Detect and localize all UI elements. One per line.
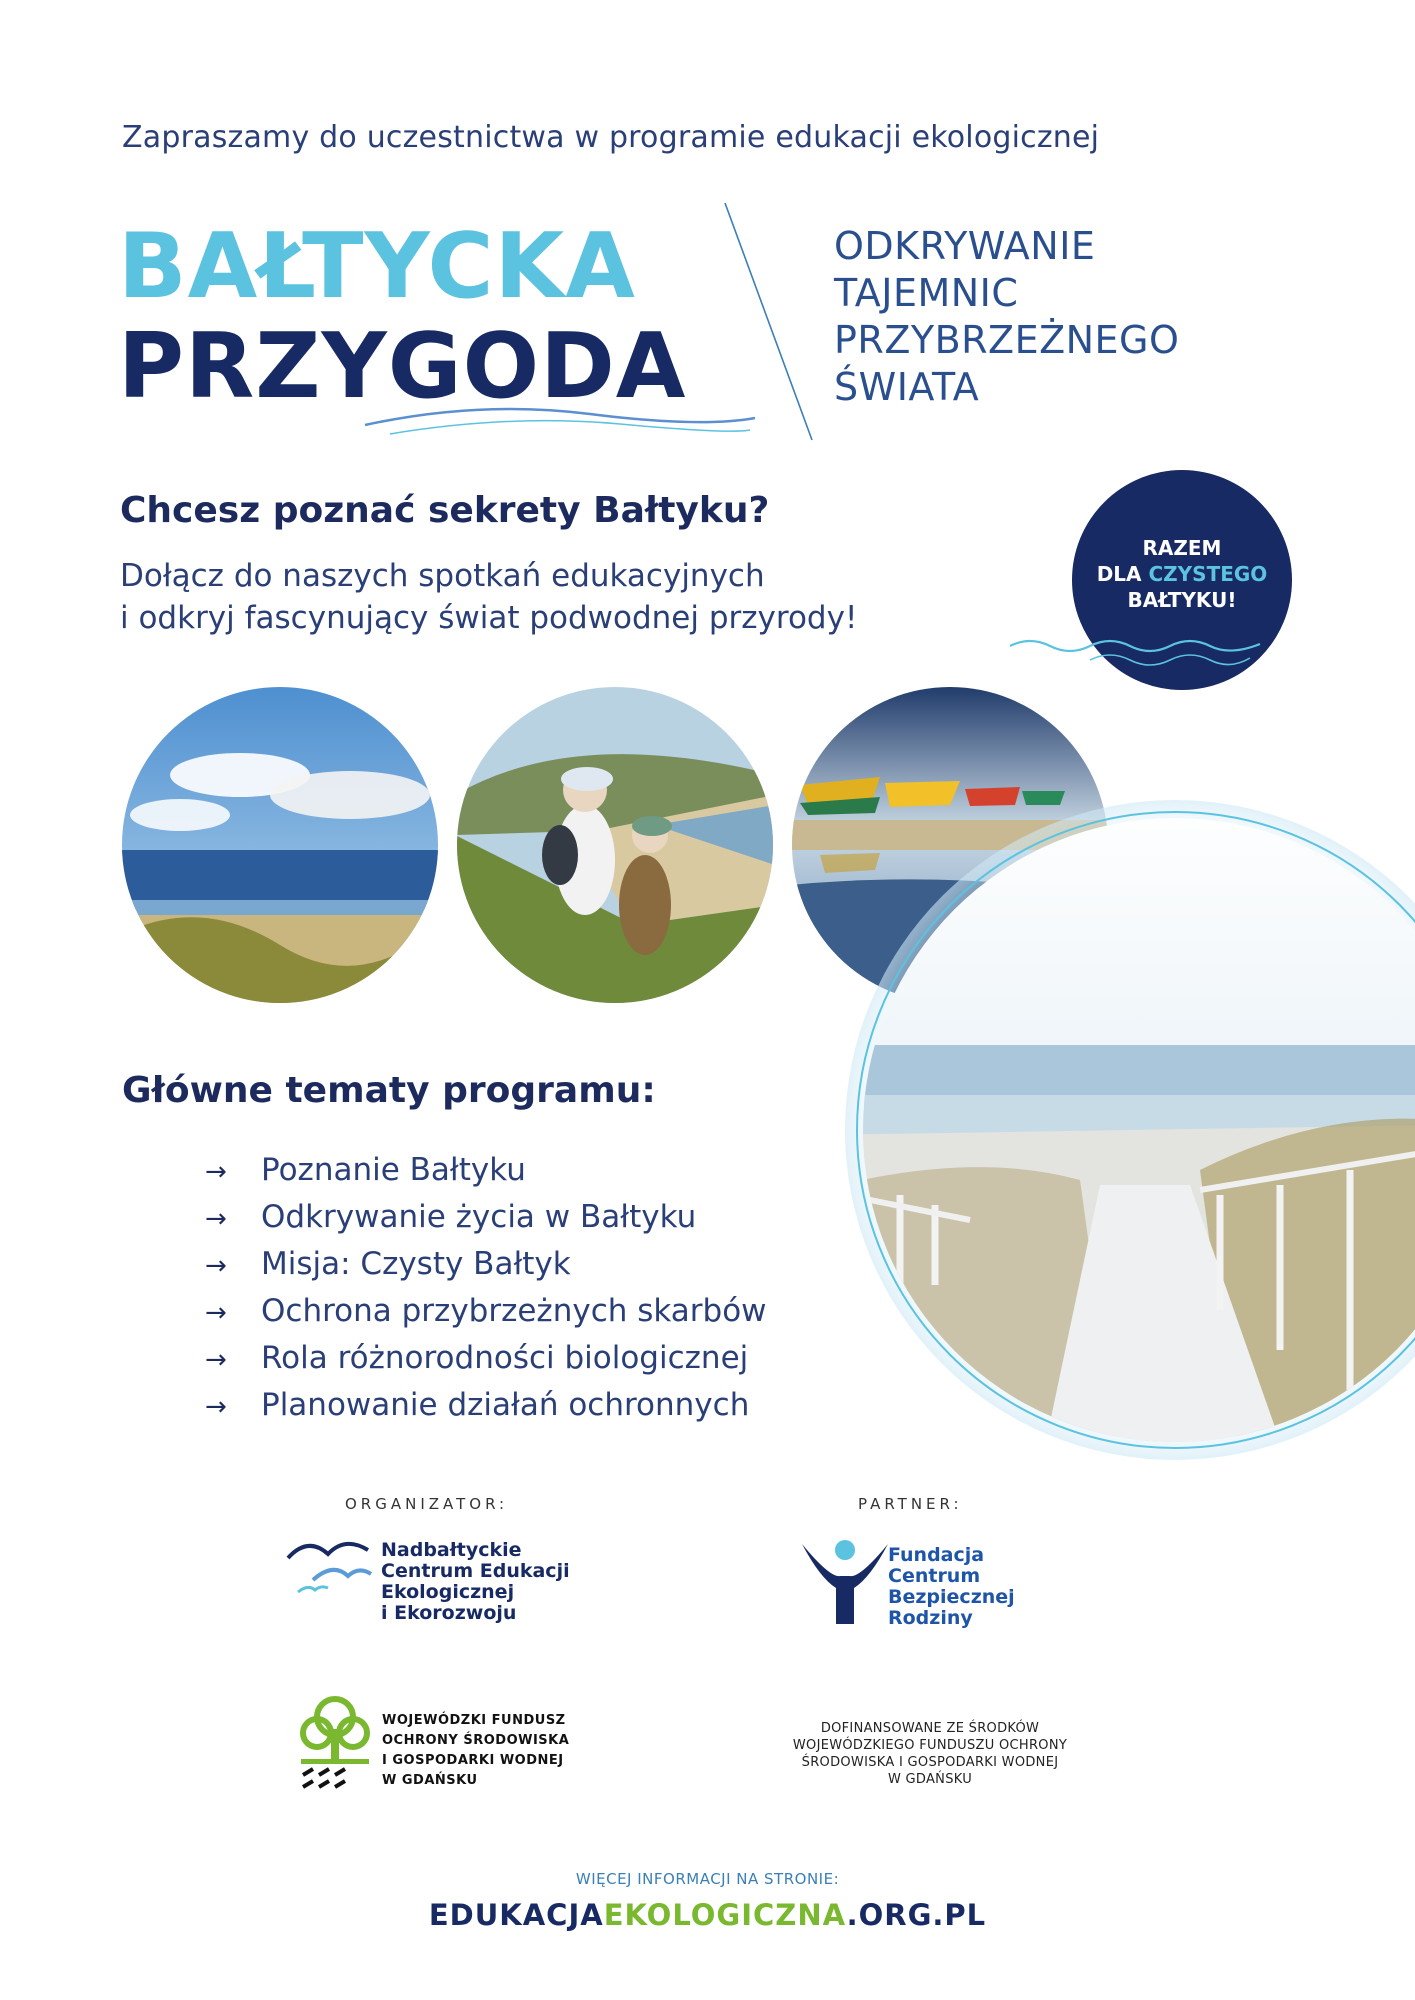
partner-name-line: Bezpiecznej (888, 1586, 1015, 1608)
topic-label: Rola różnorodności biologicznej (261, 1340, 749, 1376)
organizer-name (381, 1540, 570, 1624)
photo-beach-path (820, 790, 1415, 1470)
partner-name-line: Centrum (888, 1565, 981, 1587)
url-part-3: .ORG.PL (846, 1898, 987, 1932)
badge-line-1: RAZEM (1142, 536, 1222, 560)
arrow-right-icon: → (205, 1392, 227, 1422)
photo-sea-dunes (120, 685, 440, 1005)
topic-label: Planowanie działań ochronnych (261, 1387, 750, 1423)
wfos-name (382, 1711, 569, 1791)
topics-heading: Główne tematy programu: (122, 1070, 656, 1111)
organizer-name-line: Ekologicznej (381, 1581, 515, 1603)
subtitle-line: TAJEMNIC (834, 271, 1019, 315)
seagull-logo-icon (283, 1530, 373, 1600)
cofunded-text (760, 1720, 1100, 1788)
topic-item (205, 1148, 526, 1192)
cofunded-line: WOJEWÓDZKIEGO FUNDUSZU OCHRONY (792, 1738, 1068, 1753)
badge-line-2 (1072, 562, 1292, 586)
cofunded-line: DOFINANSOWANE ZE ŚRODKÓW (820, 1721, 1040, 1736)
partner-name-line: Rodziny (888, 1607, 973, 1629)
title-divider (720, 200, 820, 445)
arrow-right-icon: → (205, 1251, 227, 1281)
organizer-name-line: Nadbałtyckie (381, 1539, 522, 1561)
tree-logo-icon (295, 1695, 375, 1795)
title-wave-decoration (360, 400, 760, 440)
organizer-name-line: Centrum Edukacji (381, 1560, 570, 1582)
badge-line-2b: CZYSTEGO (1148, 562, 1268, 586)
topic-item (205, 1289, 767, 1333)
partner-name (888, 1545, 1015, 1629)
intro-text: Zapraszamy do uczestnictwa w programie edukacji ekologicznej (122, 120, 1100, 155)
topic-item (205, 1383, 749, 1427)
title-line-2: PRZYGODA (118, 314, 687, 419)
organizer-label: ORGANIZATOR: (345, 1495, 509, 1513)
arrow-right-icon: → (205, 1204, 227, 1234)
badge-wave-icon (1010, 618, 1280, 668)
topic-label: Poznanie Bałtyku (261, 1152, 526, 1188)
badge-line-3: BAŁTYKU! (1127, 588, 1237, 612)
wfos-line: WOJEWÓDZKI FUNDUSZ (382, 1713, 566, 1728)
photo-children-beach (455, 685, 775, 1005)
topic-item (205, 1242, 571, 1286)
url-part-2: EKOLOGICZNA (603, 1898, 847, 1932)
topic-item (205, 1336, 748, 1380)
more-info-label: WIĘCEJ INFORMACJI NA STRONIE: (575, 1870, 840, 1888)
topic-label: Ochrona przybrzeżnych skarbów (261, 1293, 767, 1329)
topic-item (205, 1195, 696, 1239)
wfos-line: OCHRONY ŚRODOWISKA (382, 1733, 570, 1748)
partner-name-line: Fundacja (888, 1544, 985, 1566)
wfos-line: I GOSPODARKI WODNEJ (382, 1753, 564, 1768)
person-logo-icon (800, 1538, 890, 1628)
subtitle-line: ŚWIATA (834, 365, 980, 409)
question-text (120, 555, 857, 639)
wfos-line: W GDAŃSKU (382, 1773, 478, 1788)
question-heading: Chcesz poznać sekrety Bałtyku? (120, 490, 770, 531)
subtitle-line: PRZYBRZEŻNEGO (834, 318, 1180, 362)
badge-line-2a: DLA (1096, 562, 1142, 586)
question-text-line: Dołącz do naszych spotkań edukacyjnych (120, 558, 765, 594)
organizer-name-line: i Ekorozwoju (381, 1602, 517, 1624)
topic-label: Odkrywanie życia w Bałtyku (261, 1199, 697, 1235)
question-text-line: i odkryj fascynujący świat podwodnej przyrody! (120, 600, 858, 636)
website-url[interactable] (0, 1898, 1415, 1932)
url-part-1: EDUKACJA (428, 1898, 604, 1932)
arrow-right-icon: → (205, 1157, 227, 1187)
title-line-1: BAŁTYCKA (118, 214, 636, 319)
subtitle (834, 223, 1179, 411)
arrow-right-icon: → (205, 1298, 227, 1328)
subtitle-line: ODKRYWANIE (834, 224, 1096, 268)
cofunded-line: ŚRODOWISKA I GOSPODARKI WODNEJ (801, 1755, 1059, 1770)
arrow-right-icon: → (205, 1345, 227, 1375)
topic-label: Misja: Czysty Bałtyk (261, 1246, 571, 1282)
partner-label: PARTNER: (858, 1495, 963, 1513)
cofunded-line: W GDAŃSKU (887, 1772, 973, 1787)
